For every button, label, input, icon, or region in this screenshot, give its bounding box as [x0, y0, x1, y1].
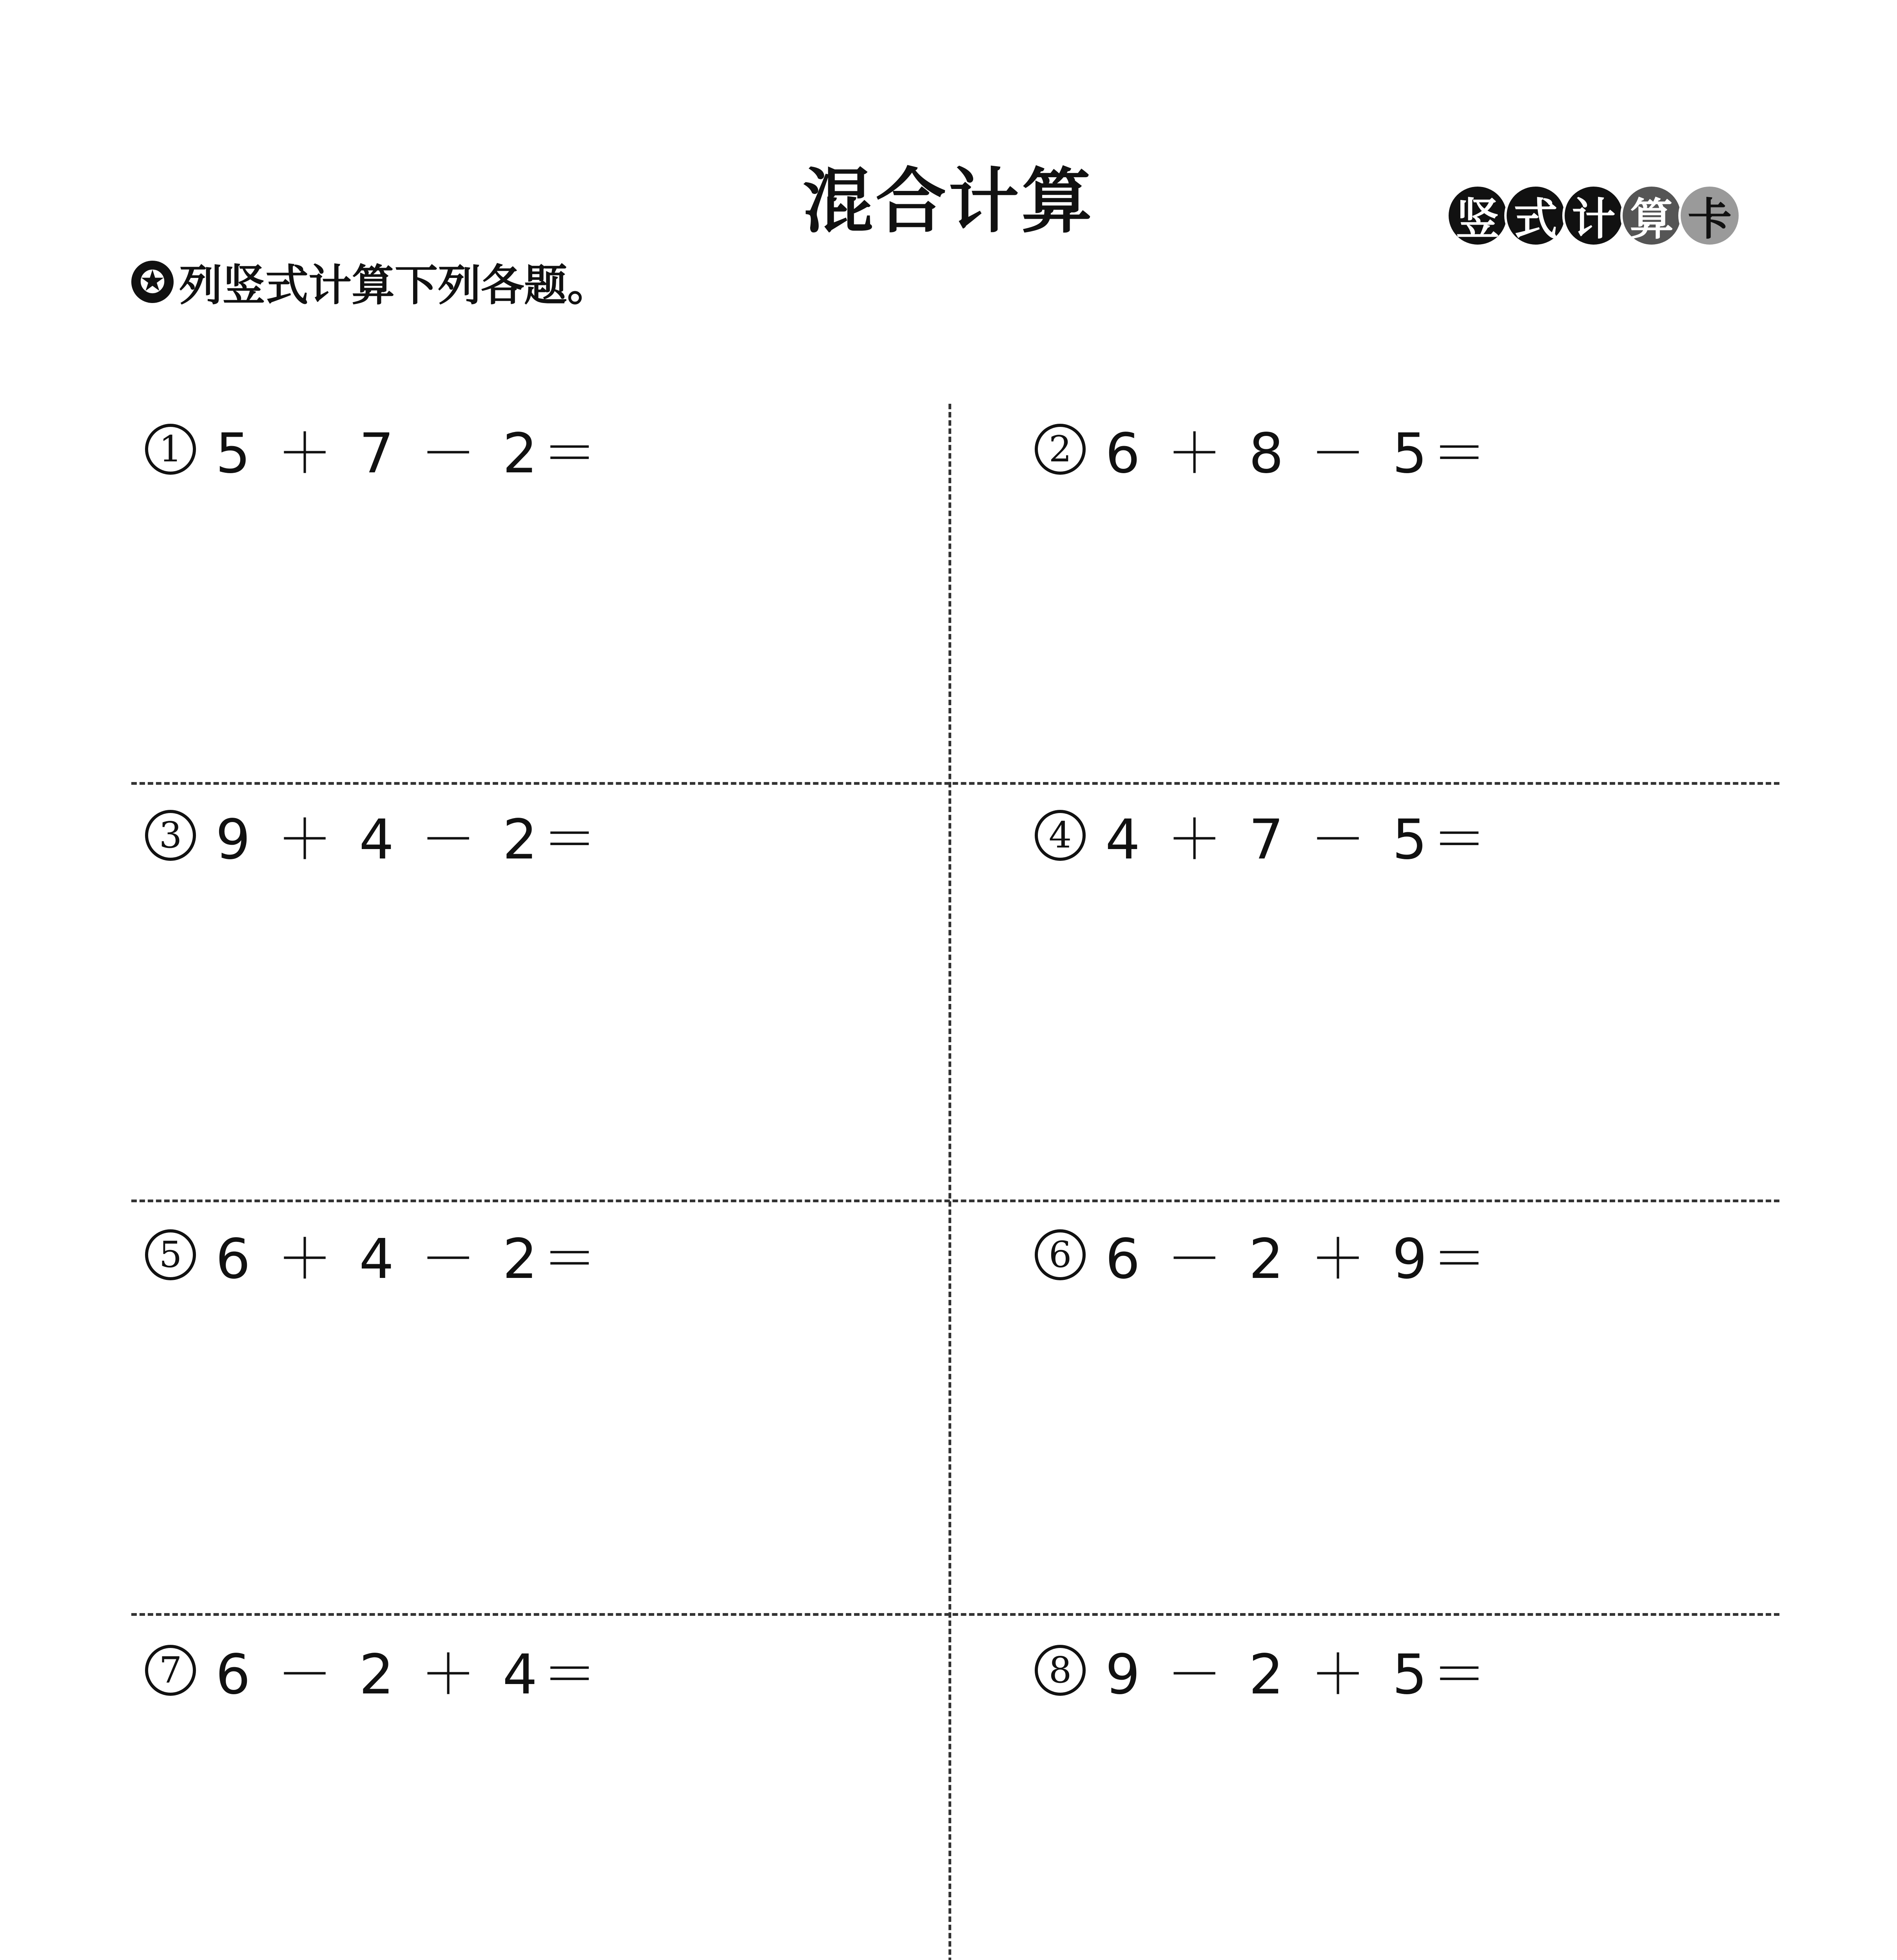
problem-number: 5 [145, 1229, 196, 1280]
problem-expression: 4 ＋ 7 － 5＝ [1105, 808, 1492, 872]
problem-number: 3 [145, 810, 196, 861]
problem-6 [1035, 1215, 1491, 1294]
problem-number: 1 [145, 424, 196, 475]
problem-number: 6 [1035, 1229, 1086, 1280]
badge-char: 卡 [1678, 184, 1741, 247]
badge-char: 算 [1620, 184, 1683, 247]
badge-char: 计 [1562, 184, 1625, 247]
problem-3 [145, 796, 602, 875]
page-title: 混合计算 [802, 161, 1094, 243]
problem-expression: 9 － 2 ＋ 5＝ [1105, 1643, 1492, 1707]
problem-expression: 9 ＋ 4 － 2＝ [216, 808, 602, 872]
column-divider [948, 404, 951, 1960]
problem-1 [145, 410, 602, 488]
instruction-text: 列竖式计算下列各题。 [179, 260, 610, 310]
problem-7 [145, 1631, 602, 1710]
badge-char: 式 [1504, 184, 1567, 247]
problem-expression: 6 ＋ 8 － 5＝ [1105, 422, 1492, 486]
category-badge [1446, 184, 1736, 247]
star-circle-icon: ✪ [131, 261, 174, 303]
problem-number: 4 [1035, 810, 1086, 861]
problem-expression: 6 － 2 ＋ 4＝ [216, 1643, 602, 1707]
problem-5 [145, 1215, 602, 1294]
problem-expression: 6 － 2 ＋ 9＝ [1105, 1227, 1492, 1291]
problem-2 [1035, 410, 1491, 488]
problem-number: 7 [145, 1645, 196, 1696]
row-divider [131, 1200, 1779, 1202]
problem-4 [1035, 796, 1491, 875]
problem-number: 8 [1035, 1645, 1086, 1696]
badge-char: 竖 [1446, 184, 1509, 247]
instruction [131, 251, 610, 313]
problem-number: 2 [1035, 424, 1086, 475]
row-divider [131, 1613, 1779, 1616]
problem-8 [1035, 1631, 1491, 1710]
problem-expression: 6 ＋ 4 － 2＝ [216, 1227, 602, 1291]
problem-expression: 5 ＋ 7 － 2＝ [216, 422, 602, 486]
row-divider [131, 782, 1779, 785]
